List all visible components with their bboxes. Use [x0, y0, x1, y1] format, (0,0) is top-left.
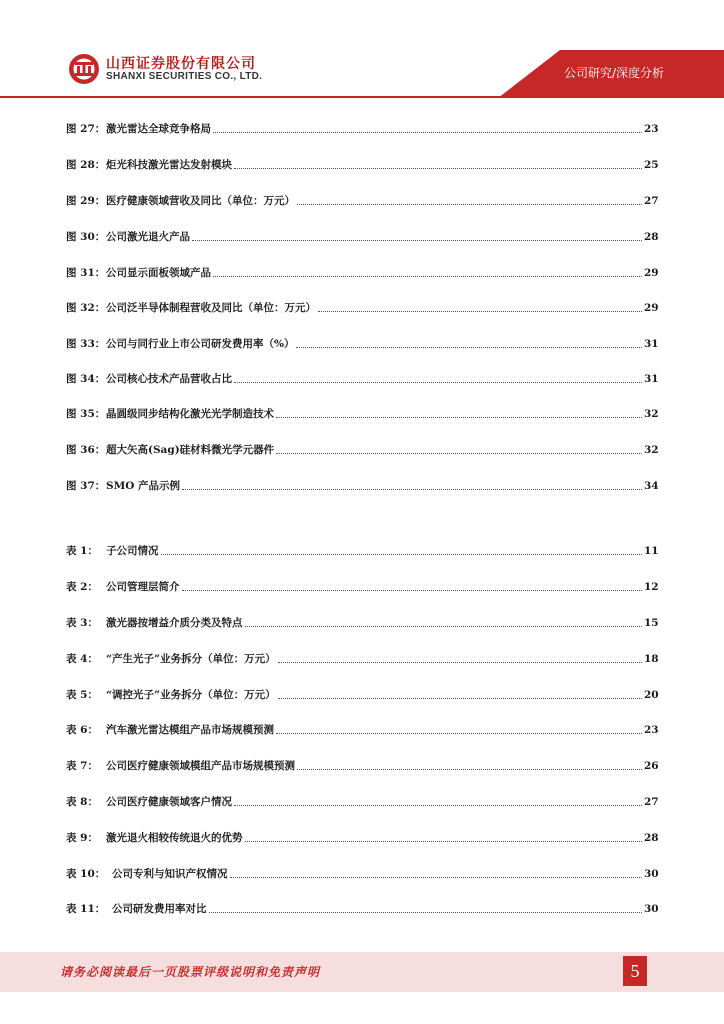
company-name-en: SHANXI SECURITIES CO., LTD.	[106, 71, 263, 82]
toc-page-number: 15	[644, 617, 659, 629]
toc-title: 晶圆级同步结构化激光光学制造技术	[106, 408, 274, 420]
toc-entry-figure-33[interactable]	[66, 335, 658, 351]
toc-page-number: 34	[644, 480, 659, 492]
toc-title: 超大矢高(Sag)硅材料微光学元器件	[106, 444, 275, 456]
toc-entry-figure-27[interactable]	[66, 120, 658, 136]
toc-label: 图 33：	[66, 338, 106, 350]
toc-leader-dots	[245, 840, 643, 842]
toc-title: 激光器按增益介质分类及特点	[106, 617, 243, 629]
toc-title: 激光雷达全球竞争格局	[106, 123, 211, 135]
toc-title: 公司研发费用率对比	[112, 903, 207, 915]
toc-leader-dots	[213, 131, 642, 133]
toc-title: 炬光科技激光雷达发射模块	[106, 159, 232, 171]
page-header	[0, 0, 724, 100]
toc-page-number: 29	[644, 267, 659, 279]
toc-label: 表 1：	[66, 545, 98, 557]
toc-entry-table-11[interactable]	[66, 900, 658, 916]
toc-entry-table-1[interactable]	[66, 542, 658, 558]
toc-title: 医疗健康领域营收及同比（单位：万元）	[106, 195, 295, 207]
toc-page-number: 27	[644, 195, 659, 207]
report-type: 公司研究/深度分析	[563, 66, 664, 80]
toc-page-number: 11	[644, 545, 659, 557]
toc-leader-dots	[234, 804, 642, 806]
toc-leader-dots	[161, 553, 643, 555]
toc-page-number: 31	[644, 338, 659, 350]
toc-leader-dots	[209, 911, 643, 913]
toc-entry-figure-34[interactable]	[66, 370, 658, 386]
toc-label: 图 29：	[66, 195, 106, 207]
toc-label: 表 8：	[66, 796, 98, 808]
toc-title: 汽车激光雷达模组产品市场规模预测	[106, 724, 274, 736]
toc-title: 公司医疗健康领域客户情况	[106, 796, 232, 808]
toc-leader-dots	[297, 203, 642, 205]
toc-title: 公司与同行业上市公司研发费用率（%）	[106, 338, 295, 350]
toc-label: 图 31：	[66, 267, 106, 279]
toc-title: 公司泛半导体制程营收及同比（单位：万元）	[106, 302, 316, 314]
toc-page-number: 25	[644, 159, 659, 171]
toc-leader-dots	[276, 416, 642, 418]
toc-page-number: 28	[644, 832, 659, 844]
toc-label: 表 5：	[66, 689, 98, 701]
toc-page-number: 27	[644, 796, 659, 808]
toc-label: 表 7：	[66, 760, 98, 772]
toc-title: 子公司情况	[106, 545, 159, 557]
toc-leader-dots	[230, 876, 643, 878]
toc-title: 公司医疗健康领域模组产品市场规模预测	[106, 760, 295, 772]
toc-title: 公司显示面板领域产品	[106, 267, 211, 279]
toc-label: 表 2：	[66, 581, 98, 593]
toc-title: “调控光子”业务拆分（单位：万元）	[106, 689, 276, 701]
toc-page-number: 31	[644, 373, 659, 385]
toc-page-number: 12	[644, 581, 659, 593]
toc-entry-figure-35[interactable]	[66, 405, 658, 421]
toc-title: 公司专利与知识产权情况	[112, 868, 228, 880]
toc-title: 激光退火相较传统退火的优势	[106, 832, 243, 844]
toc-page-number: 20	[644, 689, 659, 701]
toc-label: 图 34：	[66, 373, 106, 385]
toc-leader-dots	[296, 346, 642, 348]
toc-entry-figure-31[interactable]	[66, 264, 658, 280]
toc-title: SMO 产品示例	[106, 480, 181, 492]
toc-entry-figure-29[interactable]	[66, 192, 658, 208]
toc-page-number: 30	[644, 903, 659, 915]
toc-page-number: 29	[644, 302, 659, 314]
toc-label: 表 6：	[66, 724, 98, 736]
toc-entry-figure-36[interactable]	[66, 441, 658, 457]
toc-leader-dots	[318, 310, 642, 312]
toc-leader-dots	[182, 589, 643, 591]
toc-leader-dots	[245, 625, 643, 627]
toc-entry-table-3[interactable]	[66, 614, 658, 630]
toc-entry-table-6[interactable]	[66, 721, 658, 737]
toc-label: 表 4：	[66, 653, 98, 665]
toc-page-number: 26	[644, 760, 659, 772]
toc-title: 公司激光退火产品	[106, 231, 190, 243]
toc-title: 公司管理层简介	[106, 581, 180, 593]
page-number: 5	[623, 956, 647, 986]
toc-page-number: 32	[644, 444, 659, 456]
toc-label: 图 36：	[66, 444, 106, 456]
shanxi-securities-logo-icon	[68, 53, 100, 85]
toc-label: 表 3：	[66, 617, 98, 629]
company-name-cn: 山西证券股份有限公司	[106, 56, 256, 72]
toc-entry-table-2[interactable]	[66, 578, 658, 594]
toc-label: 图 32：	[66, 302, 106, 314]
toc-entry-table-9[interactable]	[66, 829, 658, 845]
toc-entry-figure-37[interactable]	[66, 477, 658, 493]
toc-entry-table-10[interactable]	[66, 865, 658, 881]
toc-label: 图 28：	[66, 159, 106, 171]
toc-leader-dots	[276, 452, 642, 454]
toc-entry-figure-30[interactable]	[66, 228, 658, 244]
toc-entry-table-8[interactable]	[66, 793, 658, 809]
toc-label: 图 27：	[66, 123, 106, 135]
footer-disclaimer: 请务必阅读最后一页股票评级说明和免责声明	[60, 965, 321, 979]
toc-leader-dots	[234, 167, 642, 169]
toc-entry-table-4[interactable]	[66, 650, 658, 666]
toc-label: 图 37：	[66, 480, 106, 492]
toc-label: 图 35：	[66, 408, 106, 420]
toc-page-number: 23	[644, 123, 659, 135]
toc-leader-dots	[276, 732, 642, 734]
toc-entry-figure-32[interactable]	[66, 299, 658, 315]
toc-page-number: 30	[644, 868, 659, 880]
toc-label: 表 9：	[66, 832, 98, 844]
toc-page-number: 28	[644, 231, 659, 243]
toc-page-number: 18	[644, 653, 659, 665]
toc-page-number: 32	[644, 408, 659, 420]
toc-leader-dots	[297, 768, 642, 770]
toc-leader-dots	[278, 697, 642, 699]
toc-title: “产生光子”业务拆分（单位：万元）	[106, 653, 276, 665]
toc-label: 表 10：	[66, 868, 106, 880]
toc-leader-dots	[213, 275, 642, 277]
toc-title: 公司核心技术产品营收占比	[106, 373, 232, 385]
toc-leader-dots	[182, 488, 642, 490]
toc-label: 表 11：	[66, 903, 106, 915]
toc-leader-dots	[192, 239, 642, 241]
toc-leader-dots	[234, 381, 642, 383]
toc-entry-table-5[interactable]	[66, 686, 658, 702]
toc-page-number: 23	[644, 724, 659, 736]
toc-leader-dots	[278, 661, 642, 663]
toc-entry-table-7[interactable]	[66, 757, 658, 773]
toc-label: 图 30：	[66, 231, 106, 243]
toc-entry-figure-28[interactable]	[66, 156, 658, 172]
